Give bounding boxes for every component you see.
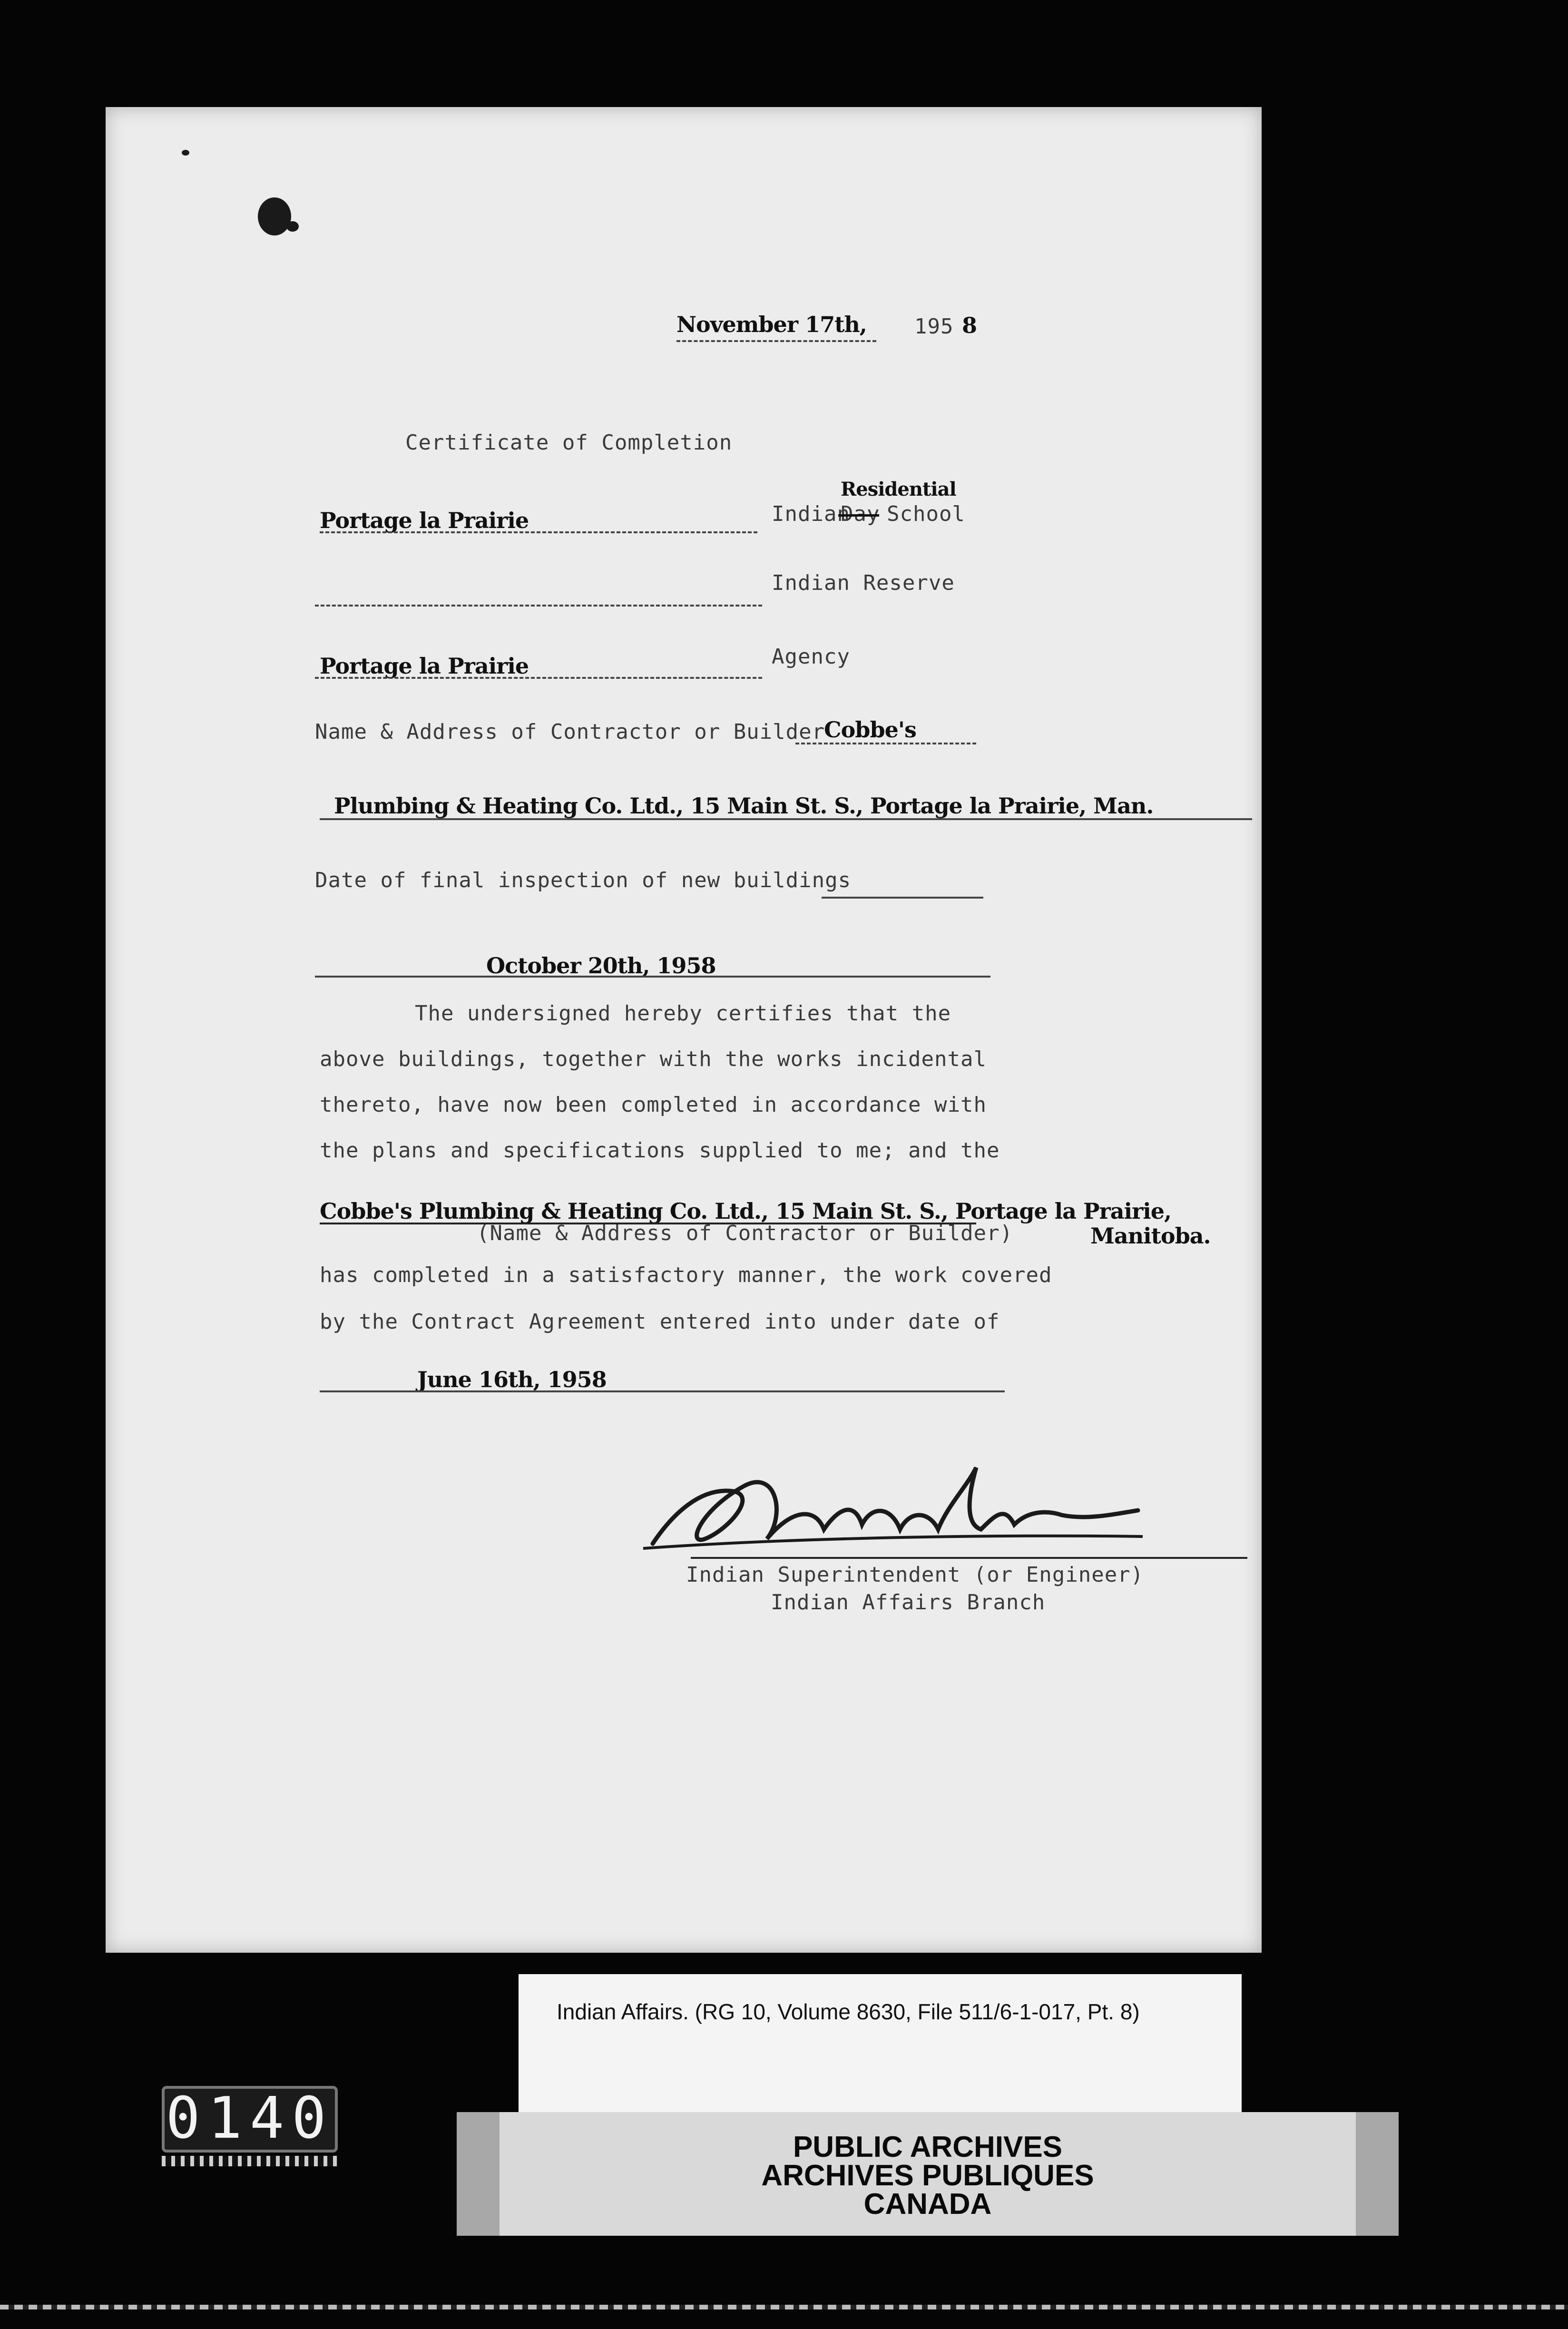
ink-blot-small [286,221,299,232]
body-line-3: thereto, have now been completed in accordance with [320,1093,987,1117]
signature-line [691,1557,1247,1559]
inspection-underline [822,897,983,899]
signature-title-2: Indian Affairs Branch [771,1590,1046,1615]
archive-reference-card [519,1974,1242,2126]
school-label-insert: Residential [841,478,956,500]
reserve-underline [315,605,762,607]
reserve-label: Indian Reserve [772,571,955,595]
contractor-full-line1: Cobbe's Plumbing & Heating Co. Ltd., 15 Main St. S., Portage la Prairie, [320,1198,1172,1224]
body-line-6: by the Contract Agreement entered into under date of [320,1310,1000,1334]
contractor-line1: Cobbe's [824,717,916,743]
ink-blot [258,197,291,235]
school-label-suffix: School [887,502,965,526]
film-tick-strip [162,2156,338,2166]
agency-underline [315,677,762,679]
inspection-label: Date of final inspection of new buildings [315,868,852,892]
contractor-line1-underline [795,743,976,744]
inspection-date-underline [315,976,990,978]
body-line-1: The undersigned hereby certifies that the [415,1001,951,1026]
contractor-label: Name & Address of Contractor or Builder [315,720,825,744]
archives-stamp-band [457,2112,1399,2236]
contractor-full-line2: Manitoba. [1090,1223,1211,1249]
school-underline [320,531,757,533]
agency-name: Portage la Prairie [320,653,529,679]
archives-line-2: ARCHIVES PUBLIQUES [761,2159,1094,2192]
frame-counter: 0140 [162,2086,338,2153]
contractor-line2: Plumbing & Heating Co. Ltd., 15 Main St. S., Portage la Prairie, Man. [334,793,1154,819]
contractor-line2-underline [320,818,1252,820]
document-page [106,107,1262,1953]
archive-reference: Indian Affairs. (RG 10, Volume 8630, File 511/6-1-017, Pt. 8) [557,1999,1140,2024]
body-line-2: above buildings, together with the works incidental [320,1047,987,1071]
date-typed: November 17th, [676,312,867,337]
body-line-4: the plans and specifications supplied to me; and the [320,1138,1000,1163]
film-edge [0,2305,1568,2309]
ink-speck [182,150,189,156]
strike-through [838,514,879,517]
school-label-prefix: Indian [772,502,850,526]
date-underline [676,340,876,342]
agency-label: Agency [772,645,850,669]
certificate-title: Certificate of Completion [405,431,733,455]
agreement-date: June 16th, 1958 [417,1367,607,1392]
body-line-5: has completed in a satisfactory manner, the work covered [320,1263,1052,1287]
school-name: Portage la Prairie [320,508,529,533]
school-label-struck: Day [841,502,880,526]
signature-title-1: Indian Superintendent (or Engineer) [686,1563,1144,1587]
contractor-caption: (Name & Address of Contractor or Builder) [477,1221,1013,1245]
date-year-prefix: 195 [914,314,954,339]
date-year-suffix: 8 [962,313,977,338]
agreement-underline [320,1390,1005,1392]
archives-line-3: CANADA [863,2188,992,2221]
archives-line-1: PUBLIC ARCHIVES [793,2131,1063,2163]
inspection-date: October 20th, 1958 [486,953,716,979]
handwritten-signature [634,1458,1147,1553]
